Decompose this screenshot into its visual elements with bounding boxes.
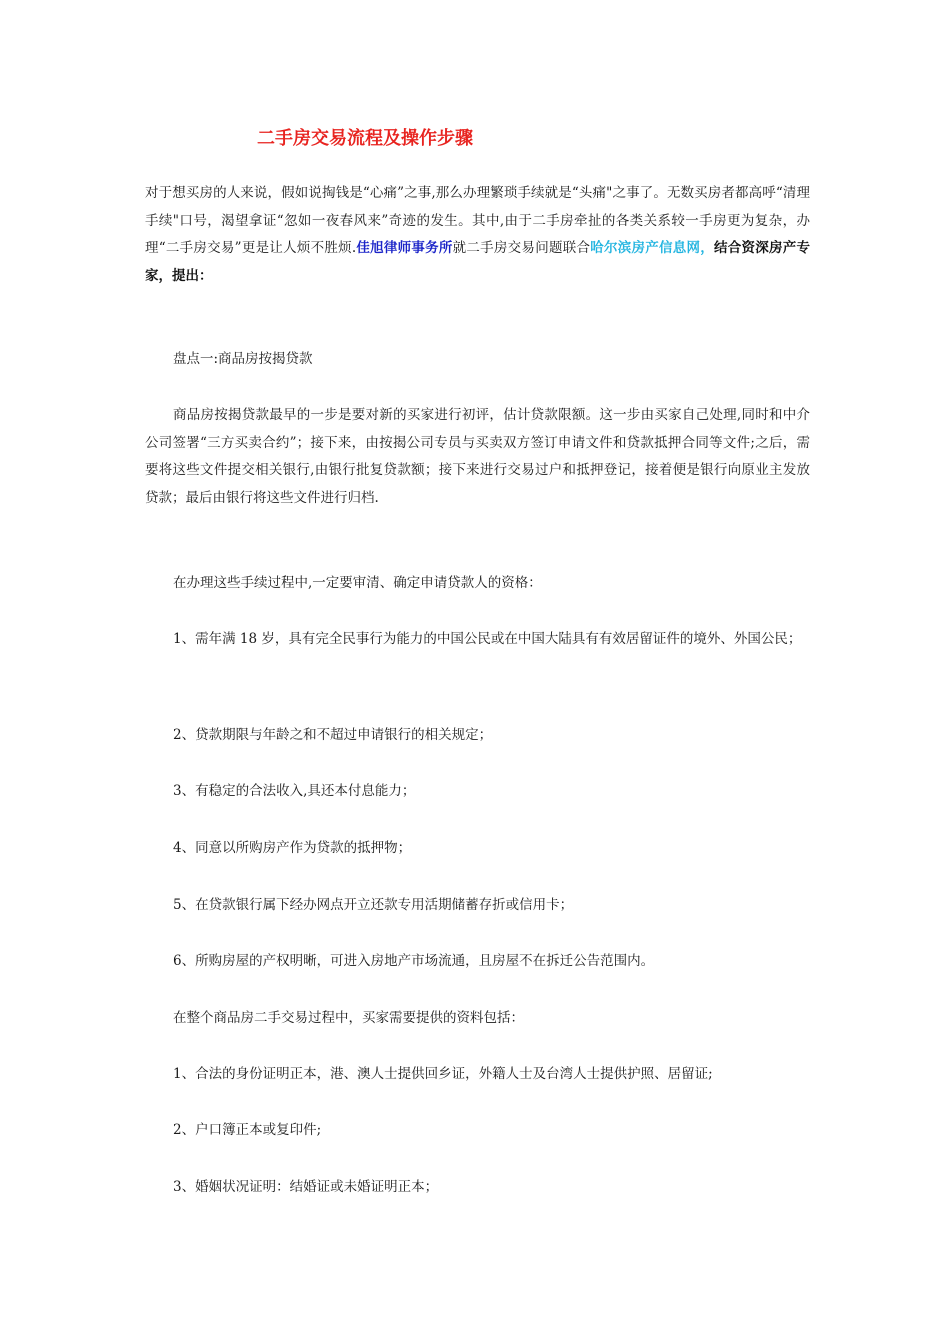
section1-heading: 盘点一:商品房按揭贷款 bbox=[173, 351, 313, 367]
document-title: 二手房交易流程及操作步骤 bbox=[257, 128, 473, 149]
requirement-item: 2、贷款期限与年龄之和不超过申请银行的相关规定； bbox=[173, 727, 493, 743]
section1-body: 商品房按揭贷款最早的一步是要对新的买家进行初评，估计贷款限额。这一步由买家自己处理,同时和中介公司签署“三方买卖合约”；接下来，由按揭公司专员与买卖双方签订申请文件和贷款抵押合同等文件;之后，需要将这些文件提交相关银行,由银行批复贷款额；接下来进行交易过户和抵押登记，接着便是银行向原业主发放贷款；最后由银行将这些文件进行归档. bbox=[145, 407, 810, 506]
intro-text-c: 结合资深房产专家，提出： bbox=[145, 240, 811, 284]
intro-paragraph bbox=[145, 180, 810, 290]
requirement-item: 6、所购房屋的产权明晰，可进入房地产市场流通，且房屋不在拆迁公告范围内。 bbox=[173, 953, 655, 969]
material-item: 3、婚姻状况证明：结婚证或未婚证明正本； bbox=[173, 1179, 439, 1195]
intro-text-a: 对于想买房的人来说，假如说掏钱是“心痛”之事,那么办理繁琐手续就是“头痛"之事了。无数买房者都高呼“清理手续"口号，渴望拿证“忽如一夜春风来”奇迹的发生。其中,由于二手房牵扯的各类关系较一手房更为复杂，办理“二手房交易”更是让人烦不胜烦. bbox=[145, 185, 810, 256]
intro-text-b: 就二手房交易问题联合 bbox=[452, 240, 591, 256]
requirement-item: 3、有稳定的合法收入,具还本付息能力； bbox=[173, 783, 416, 799]
material-item: 2、户口簿正本或复印件; bbox=[173, 1122, 322, 1138]
site-link[interactable]: 哈尔滨房产信息网， bbox=[590, 240, 714, 256]
requirement-item: 1、需年满 18 岁，具有完全民事行为能力的中国公民或在中国大陆具有有效居留证件的境外、外国公民； bbox=[173, 631, 802, 647]
materials-intro: 在整个商品房二手交易过程中，买家需要提供的资料包括： bbox=[173, 1010, 524, 1026]
material-item: 1、合法的身份证明正本，港、澳人士提供回乡证，外籍人士及台湾人士提供护照、居留证; bbox=[173, 1066, 713, 1082]
requirement-item: 5、在贷款银行属下经办网点开立还款专用活期储蓄存折或信用卡； bbox=[173, 897, 574, 913]
lawfirm-link[interactable]: 佳旭律师事务所 bbox=[356, 240, 453, 256]
requirement-item: 4、同意以所购房产作为贷款的抵押物； bbox=[173, 840, 412, 856]
requirements-intro: 在办理这些手续过程中,一定要审清、确定申请贷款人的资格： bbox=[173, 575, 542, 591]
